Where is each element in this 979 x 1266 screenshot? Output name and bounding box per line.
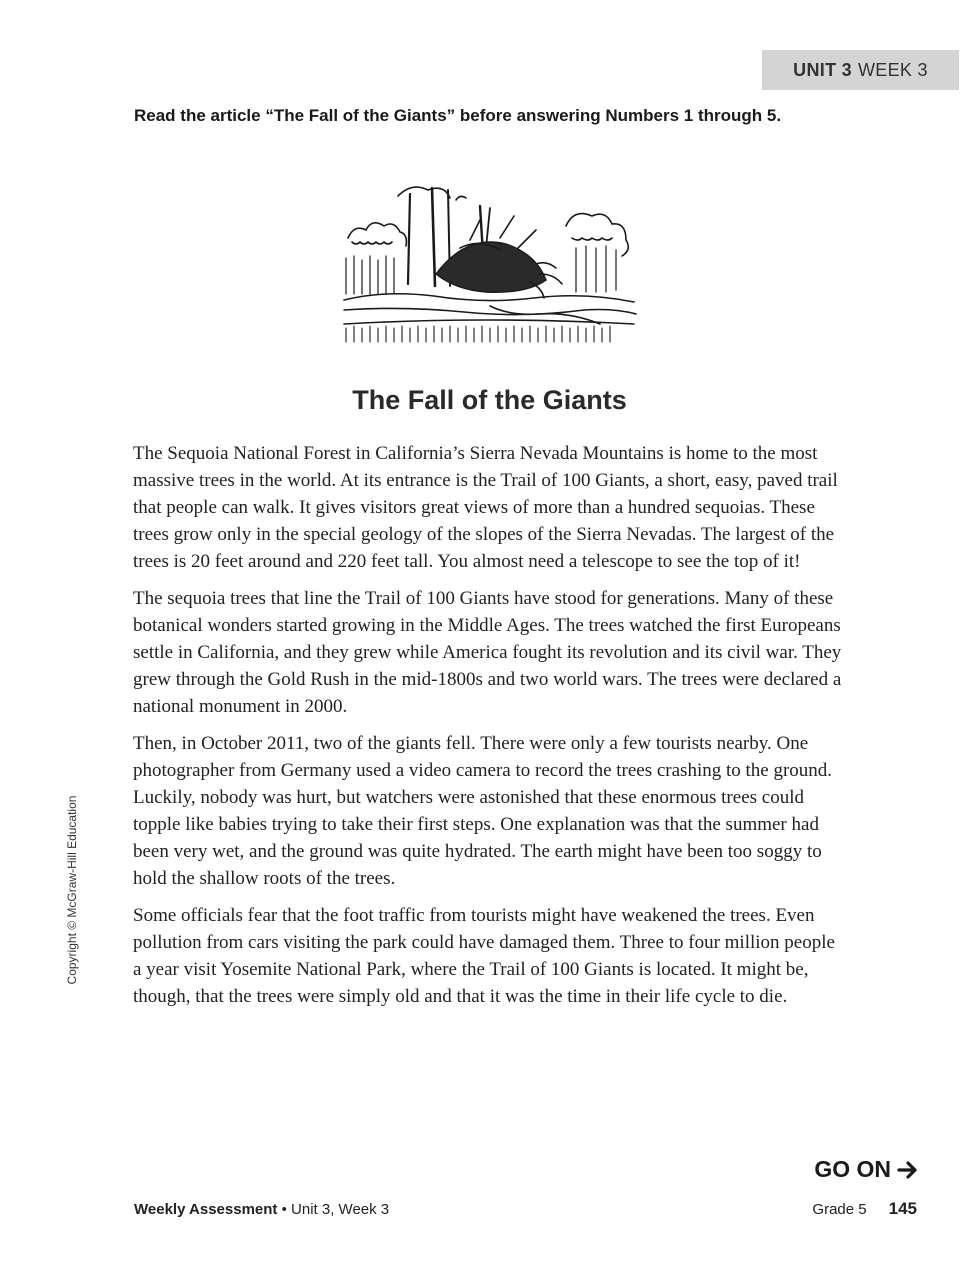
footer-unit-week: Unit 3, Week 3 [291,1201,390,1218]
go-on-indicator [814,1156,919,1183]
article-paragraph-4: Some officials fear that the foot traffic from tourists might have weakened the trees. Even pollution from cars visiting the park could have damaged them. Three to four million people a year visit Yosemite National Park, where the Trail of 100 Giants is located. It might be, though, that the trees were simply old and that it was the time in their life cycle to die. [133,905,835,1007]
unit-week-tab [762,50,959,90]
fallen-sequoia-illustration [340,178,640,348]
article-body [133,440,845,1020]
unit-label: UNIT 3 [793,59,852,80]
page-number: 145 [888,1199,917,1218]
article-title: The Fall of the Giants [352,385,627,415]
assessment-label: Weekly Assessment [134,1201,278,1218]
article-paragraph-3: Then, in October 2011, two of the giants fell. There were only a few tourists nearby. One photographer from Germany used a video camera to record the trees crashing to the ground. Luckily, nobody was hurt, but watchers were astonished that these enormous trees could topple like babies trying to take their first steps. One explanation was that the summer had been very wet, and the ground was quite hydrated. The earth might have been too soggy to hold the shallow roots of the trees. [133,733,833,889]
footer-separator: • [281,1201,287,1218]
directions-text: Read the article “The Fall of the Giants” before answering Numbers 1 through 5. [134,106,782,125]
footer-page-info [812,1199,917,1219]
grade-label: Grade 5 [812,1201,867,1218]
go-on-label: GO ON [814,1156,891,1182]
arrow-right-icon [897,1161,919,1179]
article-paragraph-1: The Sequoia National Forest in California’s Sierra Nevada Mountains is home to the most massive trees in the world. At its entrance is the Trail of 100 Giants, a short, easy, paved trail that people can walk. It gives visitors great views of more than a hundred sequoias. These trees grow only in the special geology of the slopes of the Sierra Nevadas. The largest of the trees is 20 feet around and 220 feet tall. You almost need a telescope to see the top of it! [133,443,838,572]
article-paragraph-2: The sequoia trees that line the Trail of 100 Giants have stood for generations. Many of these botanical wonders started growing in the Middle Ages. The trees watched the first Europeans settle in California, and they grew while America fought its revolution and its civil war. They grew through the Gold Rush in the mid-1800s and two world wars. The trees were declared a national monument in 2000. [133,588,842,717]
footer-assessment-info [134,1201,389,1218]
week-label: WEEK 3 [857,59,928,80]
copyright-notice: Copyright © McGraw-Hill Education [65,795,79,985]
